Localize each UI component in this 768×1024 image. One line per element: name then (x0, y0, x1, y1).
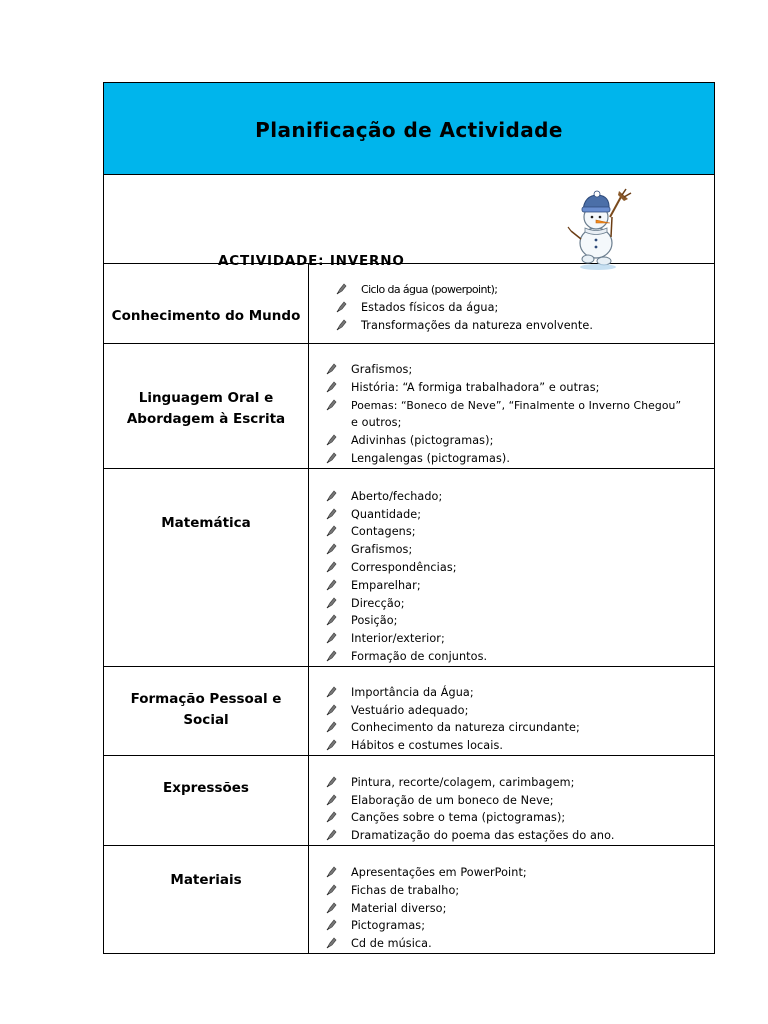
pen-nib-icon (325, 362, 338, 375)
snowman-illustration (566, 187, 634, 271)
list-item: Pictogramas; (325, 917, 708, 935)
row-label-line: Matemática (161, 514, 251, 531)
row-content (309, 756, 714, 845)
row-label-line: Materiais (170, 872, 242, 889)
title-header (104, 83, 714, 175)
list-item: Direcção; (325, 595, 708, 613)
pen-nib-icon (325, 613, 338, 626)
list-item: Poemas: “Boneco de Neve”, “Finalmente o Inverno Chegou” (325, 397, 708, 415)
row-content (309, 667, 714, 755)
pen-nib-icon (325, 433, 338, 446)
list-item: Posição; (325, 612, 708, 630)
row-linguagem-oral (104, 344, 714, 469)
list-item: Transformações da natureza envolvente. (335, 317, 708, 335)
row-content (309, 469, 714, 666)
list-item: Elaboração de um boneco de Neve; (325, 792, 708, 810)
row-label (104, 667, 309, 755)
pen-nib-icon (325, 489, 338, 502)
list-item: Correspondências; (325, 559, 708, 577)
row-content (309, 344, 714, 468)
bullet-list (335, 281, 708, 334)
list-item: Contagens; (325, 523, 708, 541)
row-content (309, 846, 714, 953)
row-conhecimento-do-mundo (104, 264, 714, 344)
row-label-line: Linguagem Oral e (138, 390, 274, 407)
list-item-continuation: e outros; (351, 416, 402, 430)
list-item: História: “A formiga trabalhadora” e outras; (325, 379, 708, 397)
pen-nib-icon (325, 685, 338, 698)
pen-nib-icon (325, 560, 338, 573)
list-item: Estados físicos da água; (335, 299, 708, 317)
pen-nib-icon (325, 451, 338, 464)
list-item: Interior/exterior; (325, 630, 708, 648)
planning-table (103, 82, 715, 954)
pen-nib-icon (325, 398, 338, 411)
pen-nib-icon (325, 810, 338, 823)
pen-nib-icon (335, 300, 348, 313)
pen-nib-icon (325, 901, 338, 914)
pen-nib-icon (335, 318, 348, 331)
row-label-line: Formação Pessoal e (130, 690, 282, 707)
pen-nib-icon (325, 775, 338, 788)
row-matematica (104, 469, 714, 667)
list-item: Cd de música. (325, 935, 708, 953)
row-label (104, 344, 309, 468)
row-label (104, 846, 309, 953)
list-item: Adivinhas (pictogramas); (325, 432, 708, 450)
list-item: Pintura, recorte/colagem, carimbagem; (325, 774, 708, 792)
pen-nib-icon (325, 380, 338, 393)
row-label (104, 469, 309, 666)
row-label-line: Social (183, 711, 229, 728)
pen-nib-icon (325, 596, 338, 609)
pen-nib-icon (325, 720, 338, 733)
pen-nib-icon (325, 524, 338, 537)
pen-nib-icon (325, 865, 338, 878)
list-item: Material diverso; (325, 900, 708, 918)
pen-nib-icon (325, 793, 338, 806)
pen-nib-icon (325, 828, 338, 841)
list-item: Ciclo da água (powerpoint); (335, 281, 708, 299)
list-item: Canções sobre o tema (pictogramas); (325, 809, 708, 827)
list-item: Hábitos e costumes locais. (325, 737, 708, 755)
pen-nib-icon (325, 738, 338, 751)
pen-nib-icon (325, 936, 338, 949)
row-label-line: Expressões (163, 779, 249, 796)
list-item: Apresentações em PowerPoint; (325, 864, 708, 882)
row-label-line: Abordagem à Escrita (126, 411, 286, 428)
row-label (104, 756, 309, 845)
list-item: Emparelhar; (325, 577, 708, 595)
row-materiais (104, 846, 714, 953)
list-item: Importância da Água; (325, 684, 708, 702)
bullet-list (325, 774, 708, 845)
activity-header-row (104, 175, 714, 269)
list-item: Dramatização do poema das estações do ano. (325, 827, 708, 845)
row-label-line: Conhecimento do Mundo (111, 308, 301, 325)
page-title: Planificação de Actividade (255, 118, 563, 143)
row-formacao-pessoal (104, 667, 714, 756)
list-item: Lengalengas (pictogramas). (325, 450, 708, 468)
pen-nib-icon (325, 631, 338, 644)
list-item: Grafismos; (325, 541, 708, 559)
pen-nib-icon (325, 703, 338, 716)
pen-nib-icon (325, 649, 338, 662)
bullet-list (325, 361, 708, 468)
list-item: Conhecimento da natureza circundante; (325, 719, 708, 737)
list-item: Quantidade; (325, 506, 708, 524)
list-item: Formação de conjuntos. (325, 648, 708, 666)
pen-nib-icon (325, 883, 338, 896)
activity-label: ACTIVIDADE: INVERNO (218, 252, 405, 269)
pen-nib-icon (325, 542, 338, 555)
pen-nib-icon (325, 578, 338, 591)
list-item: Aberto/fechado; (325, 488, 708, 506)
pen-nib-icon (335, 282, 348, 295)
list-item: Fichas de trabalho; (325, 882, 708, 900)
bullet-list (325, 864, 708, 953)
list-item: Grafismos; (325, 361, 708, 379)
row-expressoes (104, 756, 714, 846)
bullet-list (325, 684, 708, 755)
row-label (104, 264, 309, 343)
row-content (309, 264, 714, 343)
pen-nib-icon (325, 507, 338, 520)
pen-nib-icon (325, 918, 338, 931)
list-item: Vestuário adequado; (325, 702, 708, 720)
bullet-list (325, 488, 708, 666)
